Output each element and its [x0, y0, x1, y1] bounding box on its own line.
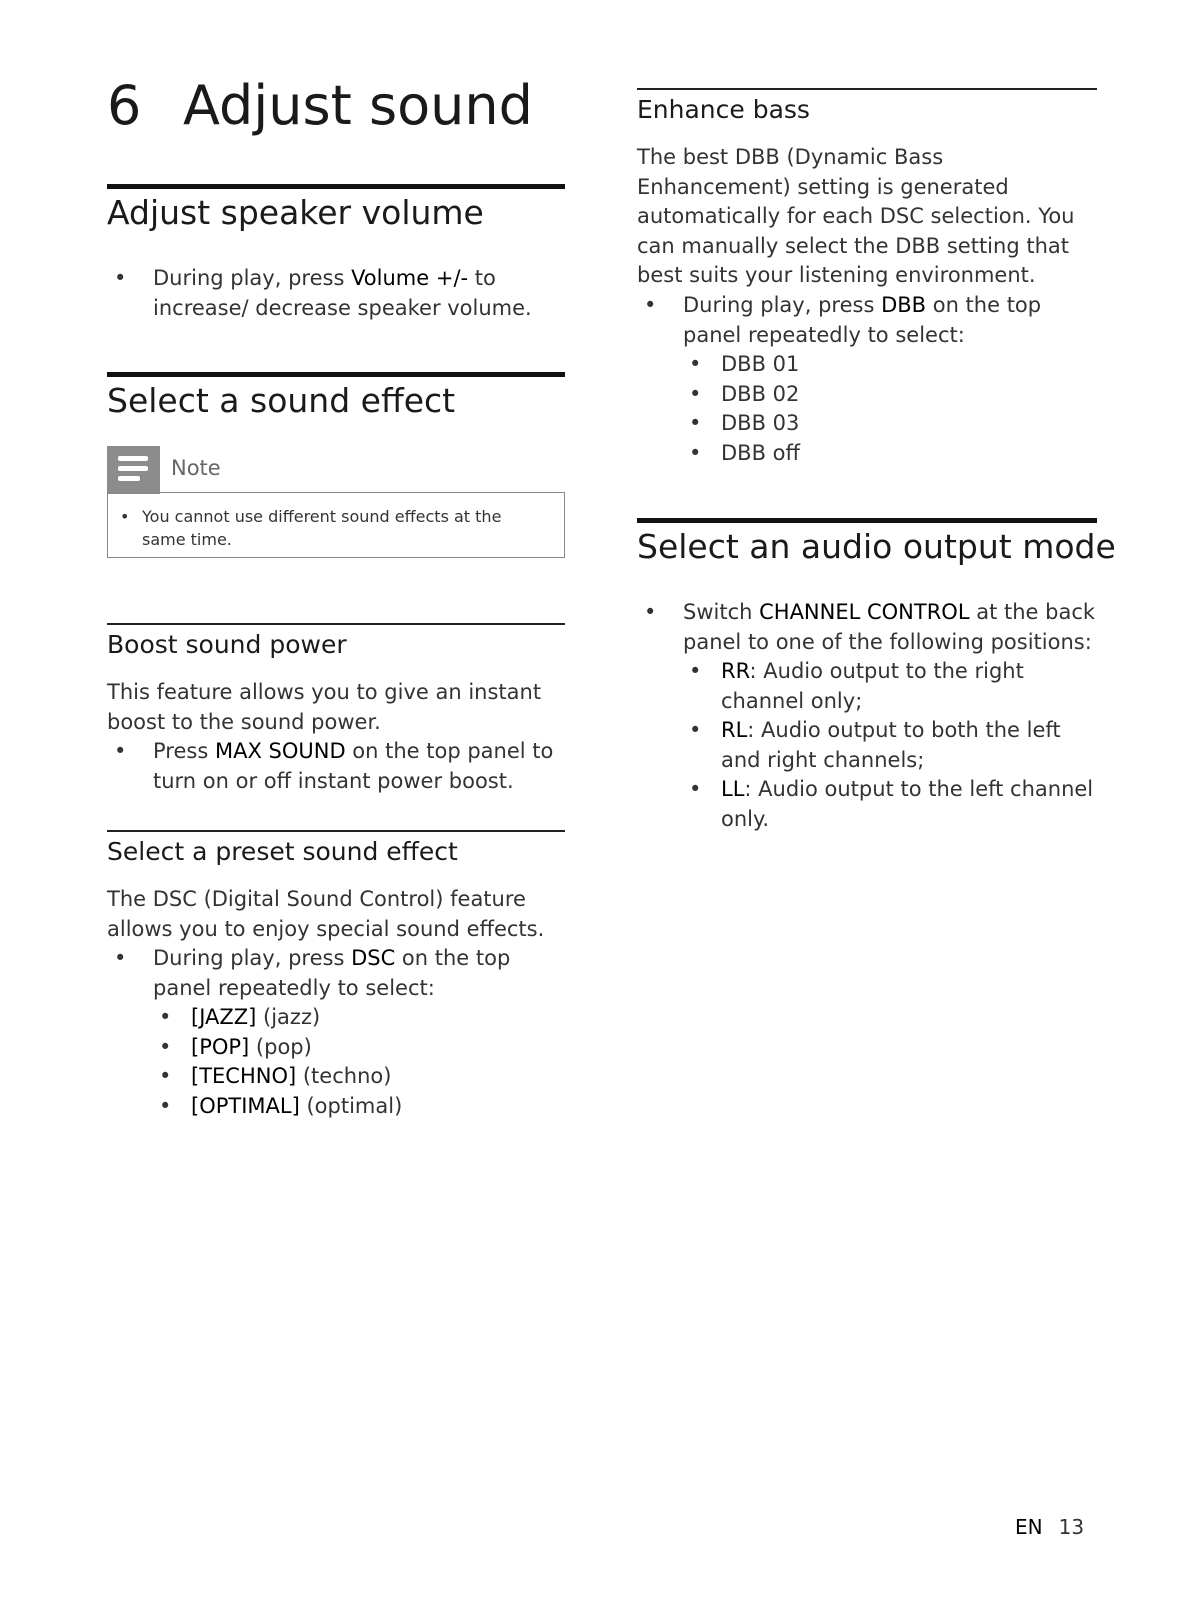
language-code: EN: [1015, 1515, 1043, 1539]
boost-intro: This feature allows you to give an instant boost to the sound power.: [107, 680, 542, 734]
subsection-rule: [637, 88, 1097, 90]
output-list: [637, 598, 1097, 834]
boost-list: [107, 737, 565, 796]
preset-option: • [JAZZ] (jazz): [153, 1003, 565, 1033]
bass-intro: The best DBB (Dynamic Bass Enhancement) setting is generated automatically for each DSC selection. You can manually select the DBB setting that best suits your listening environment.: [637, 145, 1075, 287]
list-item: • Switch CHANNEL CONTROL at the back panel to one of the following positions: • RR: Audio output to the right channel only; • RL: Audio output to both the left and right channels; • LL: Audio output to the left channel only.: [637, 598, 1097, 834]
note-icon: [107, 446, 160, 494]
subsection-heading-preset: Select a preset sound effect: [107, 837, 458, 866]
note-label: Note: [171, 456, 221, 480]
note-text: • You cannot use different sound effects at the same time.: [120, 505, 540, 551]
list-item: • Press MAX SOUND on the top panel to turn on or off instant power boost.: [107, 737, 565, 796]
note-box: [107, 492, 565, 558]
bass-option: • DBB 03: [683, 409, 1097, 439]
list-item: • During play, press Volume +/- to increase/ decrease speaker volume.: [107, 264, 565, 323]
bass-options: [683, 350, 1097, 468]
subsection-rule: [107, 623, 565, 625]
section-rule: [107, 372, 565, 377]
note-header: [107, 446, 567, 494]
chapter-title-text: Adjust sound: [183, 74, 533, 137]
list-item: • During play, press DBB on the top panel repeatedly to select: • DBB 01 • DBB 02 • DBB 03 • DBB off: [637, 291, 1097, 468]
preset-option: • [TECHNO] (techno): [153, 1062, 565, 1092]
preset-option: • [POP] (pop): [153, 1033, 565, 1063]
output-options: [683, 657, 1097, 834]
chapter-number: 6: [107, 74, 142, 137]
bass-option: • DBB 01: [683, 350, 1097, 380]
section-heading-output: Select an audio output mode: [637, 527, 1116, 566]
subsection-heading-bass: Enhance bass: [637, 95, 810, 124]
section-rule: [637, 518, 1097, 523]
section-heading-sound-effect: Select a sound effect: [107, 381, 456, 420]
output-option: • RL: Audio output to both the left and right channels;: [683, 716, 1097, 775]
chapter-title: [107, 74, 533, 137]
subsection-rule: [107, 830, 565, 832]
section-rule: [107, 184, 565, 189]
page-footer: [1015, 1515, 1084, 1539]
preset-option: • [OPTIMAL] (optimal): [153, 1092, 565, 1122]
list-item: • During play, press DSC on the top panel repeatedly to select: • [JAZZ] (jazz) • [POP] (pop) • [TECHNO] (techno) • [OPTIMAL] (optimal): [107, 944, 565, 1121]
preset-list: [107, 944, 565, 1121]
bass-list: [637, 291, 1097, 468]
preset-intro: The DSC (Digital Sound Control) feature allows you to enjoy special sound effects.: [107, 887, 545, 941]
subsection-heading-boost: Boost sound power: [107, 630, 347, 659]
section-heading-speaker-volume: Adjust speaker volume: [107, 193, 484, 232]
page-number: 13: [1058, 1515, 1085, 1539]
bass-option: • DBB off: [683, 439, 1097, 469]
preset-options: [153, 1003, 565, 1121]
output-option: • LL: Audio output to the left channel only.: [683, 775, 1097, 834]
bass-option: • DBB 02: [683, 380, 1097, 410]
output-option: • RR: Audio output to the right channel only;: [683, 657, 1097, 716]
speaker-volume-list: [107, 264, 565, 323]
